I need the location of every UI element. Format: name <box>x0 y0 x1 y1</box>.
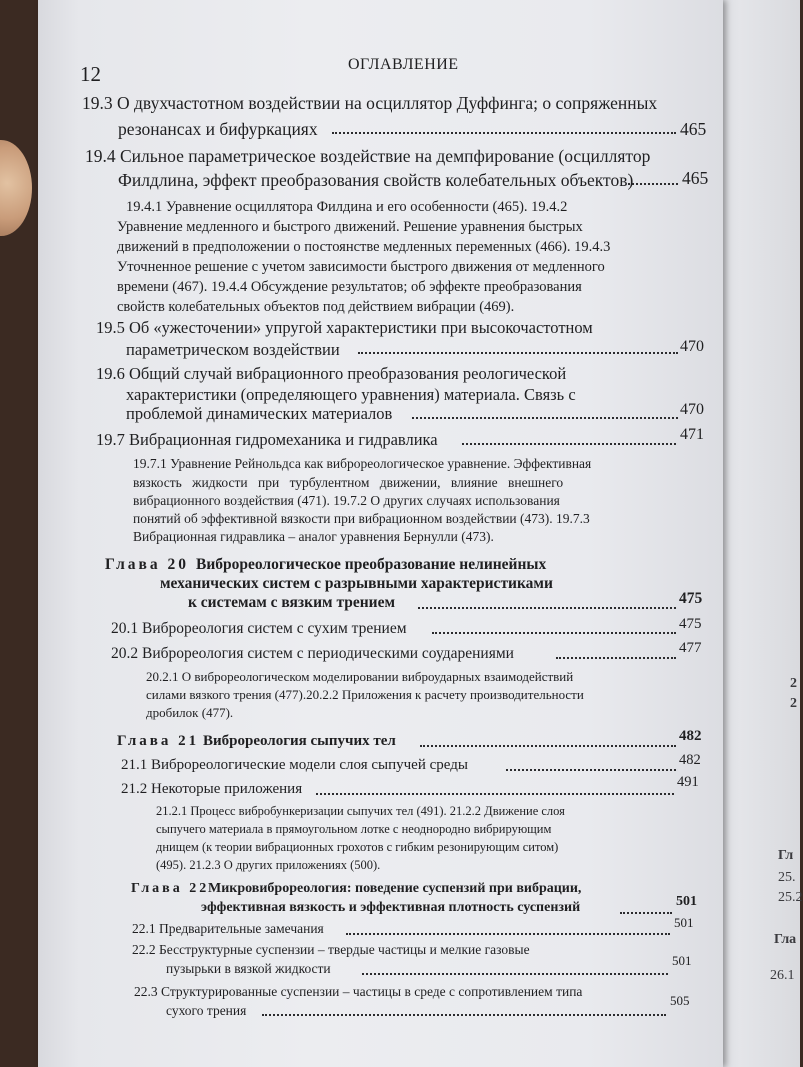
dot-leader <box>332 132 676 134</box>
bleed-text: 25.2 <box>778 890 803 905</box>
chapter-title: Виброреологическое преобразование нелинейных <box>196 556 547 573</box>
entry-title: 19.5 Об «ужесточении» упругой характеристики при высокочастотном <box>96 318 593 337</box>
entry-page: 477 <box>679 640 702 656</box>
entry-title: 21.1 Виброреологические модели слоя сыпучей среды <box>121 757 468 773</box>
chapter-title-cont: эффективная вязкость и эффективная плотность суспензий <box>201 900 581 915</box>
entry-title: 19.4 Сильное параметрическое воздействие на демпфирование (осциллятор <box>85 146 651 166</box>
chapter-title-cont: механических систем с разрывными характеристиками <box>160 575 553 592</box>
dot-leader <box>628 183 678 185</box>
entry-title: 19.6 Общий случай вибрационного преобразования реологической <box>96 364 567 383</box>
entry-title-cont: резонансах и бифуркациях <box>118 119 318 139</box>
para-line: (495). 21.2.3 О других приложениях (500). <box>156 858 381 872</box>
dot-leader <box>462 443 676 445</box>
dot-leader <box>346 933 670 935</box>
dot-leader <box>556 657 676 659</box>
bleed-text: Гла <box>774 932 797 947</box>
chapter-page: 501 <box>676 894 697 909</box>
entry-page: 501 <box>672 953 692 968</box>
entry-title: 22.3 Структурированные суспензии – частицы в среде с сопротивлением типа <box>134 984 583 999</box>
entry-page: 475 <box>679 616 702 632</box>
dot-leader <box>418 607 676 609</box>
thumb <box>0 140 32 236</box>
entry-page: 482 <box>679 752 701 768</box>
entry-page: 470 <box>680 401 704 418</box>
para-line: сыпучего материала в прямоугольном лотке с неоднородно вибрирующим <box>156 822 552 836</box>
para-line: свойств колебательных объектов под действием вибрации (469). <box>117 299 515 315</box>
chapter-label: Глава 21 <box>117 733 200 749</box>
dot-leader <box>620 912 672 914</box>
para-line: Уравнение медленного и быстрого движений. Решение уравнения быстрых <box>117 219 583 235</box>
para-line: дробилок (477). <box>146 705 234 720</box>
entry-title: 22.2 Бесструктурные суспензии – твердые частицы и мелкие газовые <box>132 942 530 957</box>
para-line: силами вязкого трения (477).20.2.2 Приложения к расчету производительности <box>146 687 584 702</box>
para-line: днищем (к теории вибрационных грохотов с гибким резонирующим ситом) <box>156 840 559 854</box>
bleed-text: 25. <box>778 870 796 885</box>
entry-title: 20.2 Виброреология систем с периодическими соударениями <box>111 645 514 662</box>
chapter-title: Виброреология сыпучих тел <box>203 733 396 749</box>
chapter-page: 482 <box>679 728 702 744</box>
para-line: 19.7.1 Уравнение Рейнольдса как виброреологическое уравнение. Эффективная <box>133 456 592 471</box>
entry-title-cont: сухого трения <box>166 1003 247 1018</box>
entry-title-cont: характеристики (определяющего уравнения) материала. Связь с <box>126 385 576 404</box>
dot-leader <box>262 1014 666 1016</box>
para-line: вибрационного воздействия (471). 19.7.2 О других случаях использования <box>133 493 560 508</box>
entry-page: 501 <box>674 915 694 930</box>
entry-title: 22.1 Предварительные замечания <box>132 921 324 936</box>
entry-title-cont: параметрическом воздействии <box>126 340 340 359</box>
dot-leader <box>432 632 676 634</box>
para-line: вязкость жидкости при турбулентном движении, влияние внешнего <box>133 475 564 490</box>
dot-leader <box>506 769 676 771</box>
dot-leader <box>412 417 678 419</box>
entry-title: 20.1 Виброреология систем с сухим трением <box>111 620 407 637</box>
running-head: ОГЛАВЛЕНИЕ <box>348 56 459 73</box>
entry-title-cont: пузырьки в вязкой жидкости <box>166 961 331 976</box>
dot-leader <box>358 352 678 354</box>
entry-page: 491 <box>677 774 699 790</box>
page-number: 12 <box>80 62 101 86</box>
entry-title-cont: Филдлина, эффект преобразования свойств колебательных объектов) <box>118 170 634 190</box>
bleed-text: 26.1 <box>770 968 795 983</box>
dot-leader <box>420 745 676 747</box>
para-line: 21.2.1 Процесс вибробункеризации сыпучих тел (491). 21.2.2 Движение слоя <box>156 804 565 818</box>
entry-page: 465 <box>680 119 707 139</box>
chapter-label: Глава 20 <box>105 556 190 573</box>
para-line: 19.4.1 Уравнение осциллятора Филдина и его особенности (465). 19.4.2 <box>126 199 568 215</box>
entry-title: 19.7 Вибрационная гидромеханика и гидравлика <box>96 430 438 449</box>
para-line: Вибрационная гидравлика – аналог уравнения Бернулли (473). <box>133 529 494 544</box>
chapter-title: Микровиброреология: поведение суспензий при вибрации, <box>208 881 582 896</box>
bleed-text: 2 <box>790 696 797 711</box>
dot-leader <box>362 973 668 975</box>
entry-page: 505 <box>670 993 690 1008</box>
entry-title: 21.2 Некоторые приложения <box>121 781 303 797</box>
entry-page: 470 <box>680 338 704 355</box>
entry-title: 19.3 О двухчастотном воздействии на осциллятор Дуффинга; о сопряженных <box>82 93 658 113</box>
para-line: движений в предположении о постоянстве медленных переменных (466). 19.4.3 <box>117 239 611 255</box>
para-line: Уточненное решение с учетом зависимости быстрого движения от медленного <box>117 259 605 275</box>
para-line: 20.2.1 О виброреологическом моделировании виброударных взаимодействий <box>146 669 574 684</box>
para-line: времени (467). 19.4.4 Обсуждение результатов; об эффекте преобразования <box>117 279 582 295</box>
para-line: понятий об эффективной вязкости при вибрационном воздействии (473). 19.7.3 <box>133 511 590 526</box>
entry-page: 471 <box>680 426 704 443</box>
chapter-label: Глава 22 <box>131 881 210 896</box>
entry-title-cont: проблемой динамических материалов <box>126 404 393 423</box>
dot-leader <box>316 793 674 795</box>
bleed-text: Гл <box>778 848 794 863</box>
chapter-title-cont: к системам с вязким трением <box>188 594 396 611</box>
chapter-page: 475 <box>679 590 703 607</box>
bleed-text: 2 <box>790 676 797 691</box>
entry-page: 465 <box>682 168 709 188</box>
